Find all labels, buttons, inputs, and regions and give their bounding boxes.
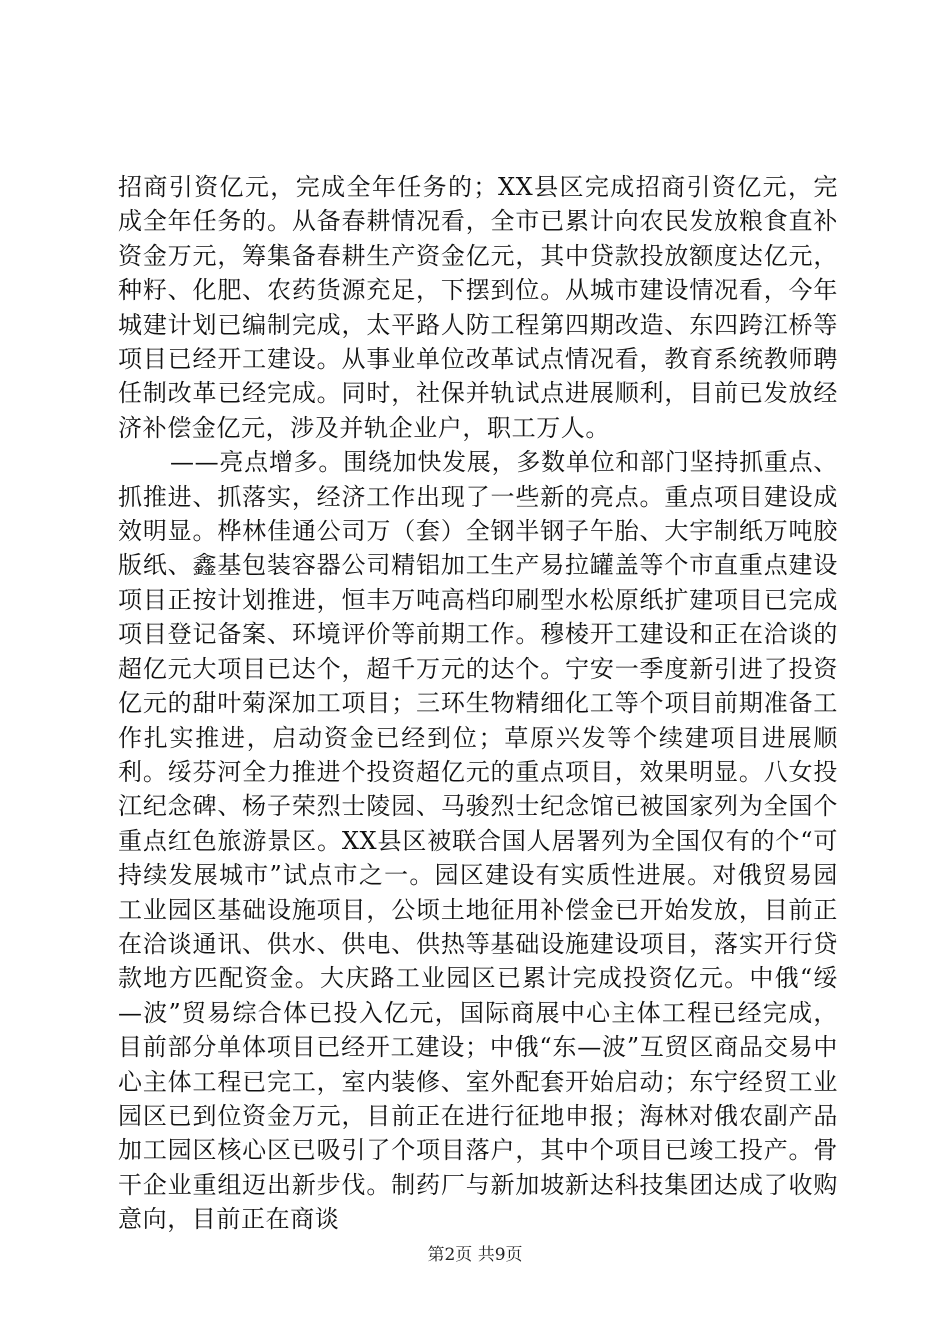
paragraph-2: ——亮点增多。围绕加快发展，多数单位和部门坚持抓重点、抓推进、抓落实，经济工作出现了一些新的亮点。重点项目建设成效明显。桦林佳通公司万（套）全钢半钢子午胎、大宇制纸万吨胶版纸、鑫基包装容器公司精铝加工生产易拉罐盖等个市直重点建设项目正按计划推进，恒丰万吨高档印刷型水松原纸扩建项目已完成项目登记备案、环境评价等前期工作。穆棱开工建设和正在洽谈的超亿元大项目已达个，超千万元的达个。宁安一季度新引进了投资亿元的甜叶菊深加工项目；三环生物精细化工等个项目前期准备工作扎实推进，启动资金已经到位；草原兴发等个续建项目进展顺利。绥芬河全力推进个投资超亿元的重点项目，效果明显。八女投江纪念碑、杨子荣烈士陵园、马骏烈士纪念馆已被国家列为全国个重点红色旅游景区。XX县区被联合国人居署列为全国仅有的个“可持续发展城市”试点市之一。园区建设有实质性进展。对俄贸易园工业园区基础设施项目，公顷土地征用补偿金已开始发放，目前正在洽谈通讯、供水、供电、供热等基础设施建设项目，落实开行贷款地方匹配资金。大庆路工业园区已累计完成投资亿元。中俄“绥—波”贸易综合体已投入亿元，国际商展中心主体工程已经完成，目前部分单体项目已经开工建设；中俄“东—波”互贸区商品交易中心主体工程已完工，室内装修、室外配套开始启动；东宁经贸工业园区已到位资金万元，目前正在进行征地申报；海林对俄农副产品加工园区核心区已吸引了个项目落户，其中个项目已竣工投产。骨干企业重组迈出新步伐。制药厂与新加坡新达科技集团达成了收购意向，目前正在商谈 — [118, 448, 838, 1234]
page-number-footer: 第2页 共9页 — [427, 1245, 523, 1265]
paragraph-1: 招商引资亿元，完成全年任务的；XX县区完成招商引资亿元，完成全年任务的。从备春耕情况看，全市已累计向农民发放粮食直补资金万元，筹集备春耕生产资金亿元，其中贷款投放额度达亿元，种籽、化肥、农药货源充足，下摆到位。从城市建设情况看，今年城建计划已编制完成，太平路人防工程第四期改造、东四跨江桥等项目已经开工建设。从事业单位改革试点情况看，教育系统教师聘任制改革已经完成。同时，社保并轨试点进展顺利，目前已发放经济补偿金亿元，涉及并轨企业户，职工万人。 — [118, 173, 838, 442]
document-body — [118, 170, 838, 1237]
